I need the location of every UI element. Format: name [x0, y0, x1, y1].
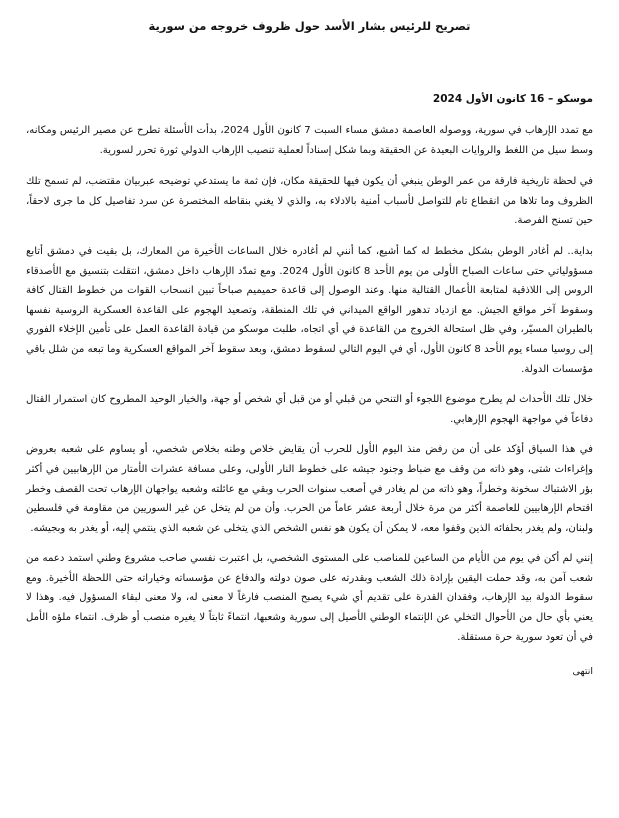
paragraph-5: في هذا السياق أؤكد على أن من رفض منذ اليوم الأول للحرب أن يقايض خلاص وطنه بخلاص شخصي، أو يساوم على شعبه بعروض وإغراءات شتى، وهو ذاته من وقف مع ضباط وجنود جيشه على خطوط النار الأولى، وعلى مسافة عشرات الأمتار من الإرهابيين في أكثر بؤر الاشتباك سخونة وخطراً، وهو ذاته من لم يغادر في أصعب سنوات الحرب وبقي مع عائلته وشعبه يواجهان الإرهاب تحت القصف وخطر اقتحام الإرهابيين للعاصمة أكثر من مرة خلال أربعة عشر عاماً من الحرب. وأن من لم يتخل عن غير السوريين من مقاومة في فلسطين ولبنان، ولم يغدر بحلفائه الذين وقفوا معه، لا يمكن أن يكون هو نفس الشخص الذي يتخلى عن شعبه الذي ينتمي إليه، أو يغدر به وبجيشه.	[26, 444, 593, 534]
document-title: تصريح للرئيس بشار الأسد حول ظروف خروجه من سورية	[148, 19, 471, 33]
dateline: موسكو – 16 كانون الأول 2024	[432, 93, 593, 105]
paragraph-2: في لحظة تاريخية فارقة من عمر الوطن ينبغي أن يكون فيها للحقيقة مكان، فإن ثمة ما يستدعي توضيحه عبربيان مقتضب، لم تسمح تلك الظروف وما تلاها من انقطاع تام للتواصل لأسباب أمنية بالادلاء به، والذي لا يغني بنقاطه المختصرة عن سرد تفاصيل كل ما جرى لاحقاً، حين تسنح الفرصة.	[26, 176, 593, 227]
closing-note: انتهى	[572, 666, 593, 678]
paragraph-3: بداية.. لم أغادر الوطن بشكل مخطط له كما أشيع، كما أنني لم أغادره خلال الساعات الأخيرة من المعارك، بل بقيت في دمشق أتابع مسؤولياتي حتى ساعات الصباح الأولى من يوم الأحد 8 كانون الأول 2024. ومع تمدّد الإرهاب داخل دمشق، انتقلت بتنسيق مع الأصدقاء الروس إلى اللاذقية لمتابعة الأعمال القتالية منها. وعند الوصول إلى قاعدة حميميم صباحاً تبين انسحاب القوات من خطوط القتال كافة وسقوط آخر مواقع الجيش. مع ازدياد تدهور الواقع الميداني في تلك المنطقة، وتصعيد الهجوم على القاعدة العسكرية الروسية نفسها بالطيران المسيّر، وفي ظل استحالة الخروج من القاعدة في أي اتجاه، طلبت موسكو من قيادة القاعدة العمل على تأمين الإخلاء الفوري إلى روسيا مساء يوم الأحد 8 كانون الأول، أي في اليوم التالي لسقوط دمشق، وبعد سقوط آخر المواقع العسكرية وما تبعه من شلل باقي مؤسسات الدولة.	[26, 245, 593, 375]
paragraph-1: مع تمدد الإرهاب في سورية، ووصوله العاصمة دمشق مساء السبت 7 كانون الأول 2024، بدأت الأسئلة تطرح عن مصير الرئيس ومكانه، وسط سيل من اللغط والروايات البعيدة عن الحقيقة وبما شكل إسناداً لعملية تنصيب الإرهاب الدولي ثورة تحرر لسورية.	[26, 125, 593, 156]
paragraph-6: إنني لم أكن في يوم من الأيام من الساعين للمناصب على المستوى الشخصي، بل اعتبرت نفسي صاحب مشروع وطني استمد دعمه من شعب آمن به، وقد حملت اليقين بإرادة ذلك الشعب وبقدرته على صون دولته والدفاع عن مؤسساته وخياراته حتى اللحظة الأخيرة. ومع سقوط الدولة بيد الإرهاب، وفقدان القدرة على تقديم أي شيء يصبح المنصب فارغاً لا معنى له، ولا معنى لبقاء المسؤول فيه. وهذا لا يعني بأي حال من الأحوال التخلي عن الإنتماء الوطني الأصيل إلى سورية وشعبها، انتماءً ثابتاً لا يغيره منصب أو ظرف. انتماء ملؤه الأمل في أن تعود سورية حرة مستقلة.	[26, 553, 593, 643]
paragraph-4: خلال تلك الأحداث لم يطرح موضوع اللجوء أو التنحي من قبلي أو من قبل أي شخص أو جهة، والخيار الوحيد المطروح كان استمرار القتال دفاعاً في مواجهة الهجوم الإرهابي.	[26, 394, 593, 425]
